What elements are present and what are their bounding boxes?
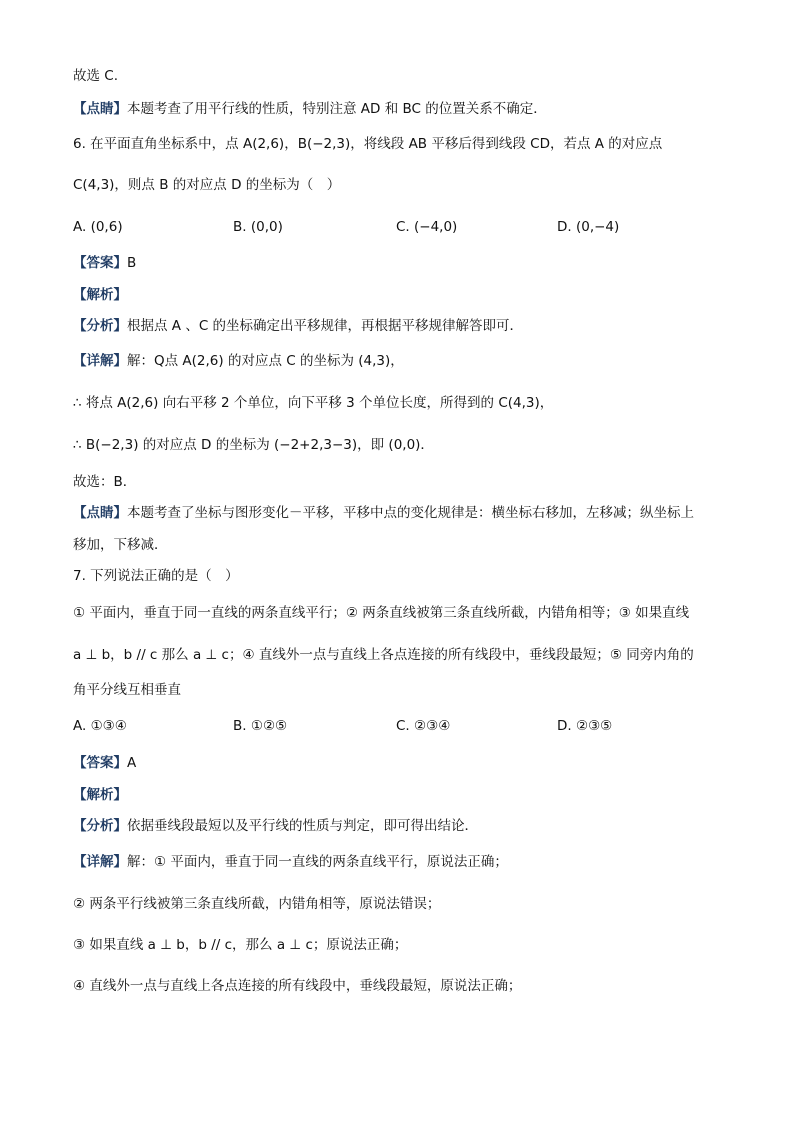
text-line: 【点睛】本题考查了用平行线的性质，特别注意 AD 和 BC 的位置关系不确定．: [73, 101, 547, 117]
detail-line: ③ 如果直线 a ⊥ b，b // c，那么 a ⊥ c；原说法正确；: [73, 937, 408, 953]
analysis-heading: 【解析】: [73, 287, 127, 303]
answer-line: 【答案】A: [73, 755, 137, 771]
detail-line: ② 两条平行线被第三条直线所截，内错角相等，原说法错误；: [73, 896, 441, 912]
question-6-stem-cont: C(4,3)，则点 B 的对应点 D 的坐标为（ ）: [73, 177, 341, 193]
text-line: 故选 C.: [73, 68, 119, 84]
q7-option-d: D. ②③⑤: [557, 718, 613, 734]
question-7-statements-cont: a ⊥ b，b // c 那么 a ⊥ c；④ 直线外一点与直线上各点连接的所有线段中，垂线段最短；⑤ 同旁内角的: [73, 647, 694, 663]
detail-line: 【详解】解：Q点 A(2,6) 的对应点 C 的坐标为 (4,3)，: [73, 353, 404, 369]
q6-option-a: A. (0,6): [73, 219, 123, 235]
q7-option-a: A. ①③④: [73, 718, 127, 734]
analysis-line: 【分析】根据点 A 、C 的坐标确定出平移规律，再根据平移规律解答即可．: [73, 318, 524, 334]
detail-line: 【详解】解：① 平面内，垂直于同一直线的两条直线平行，原说法正确；: [73, 854, 508, 870]
text-line: 故选：B．: [73, 474, 137, 490]
q6-option-d: D. (0,−4): [557, 219, 620, 235]
remark-line-cont: 移加，下移减．: [73, 537, 168, 553]
question-7-statements-cont: 角平分线互相垂直: [73, 682, 181, 698]
answer-line: 【答案】B: [73, 255, 137, 271]
question-7-stem: 7. 下列说法正确的是（ ）: [73, 568, 239, 584]
q7-option-b: B. ①②⑤: [233, 718, 288, 734]
remark-line: 【点睛】本题考查了坐标与图形变化－平移，平移中点的变化规律是：横坐标右移加，左移减；纵坐标上: [73, 505, 694, 521]
detail-line: ④ 直线外一点与直线上各点连接的所有线段中，垂线段最短，原说法正确；: [73, 978, 522, 994]
analysis-heading: 【解析】: [73, 787, 127, 803]
detail-line: ∴ B(−2,3) 的对应点 D 的坐标为 (−2+2,3−3)，即 (0,0)．: [73, 437, 434, 453]
q6-option-c: C. (−4,0): [396, 219, 458, 235]
q6-option-b: B. (0,0): [233, 219, 283, 235]
q7-option-c: C. ②③④: [396, 718, 451, 734]
question-7-statements: ① 平面内，垂直于同一直线的两条直线平行；② 两条直线被第三条直线所截，内错角相等；③ 如果直线: [73, 605, 690, 621]
detail-line: ∴ 将点 A(2,6) 向右平移 2 个单位，向下平移 3 个单位长度，所得到的 C(4,3)，: [73, 395, 554, 411]
question-6-stem: 6. 在平面直角坐标系中，点 A(2,6)，B(−2,3)，将线段 AB 平移后得到线段 CD，若点 A 的对应点: [73, 136, 663, 152]
analysis-line: 【分析】依据垂线段最短以及平行线的性质与判定，即可得出结论．: [73, 818, 478, 834]
